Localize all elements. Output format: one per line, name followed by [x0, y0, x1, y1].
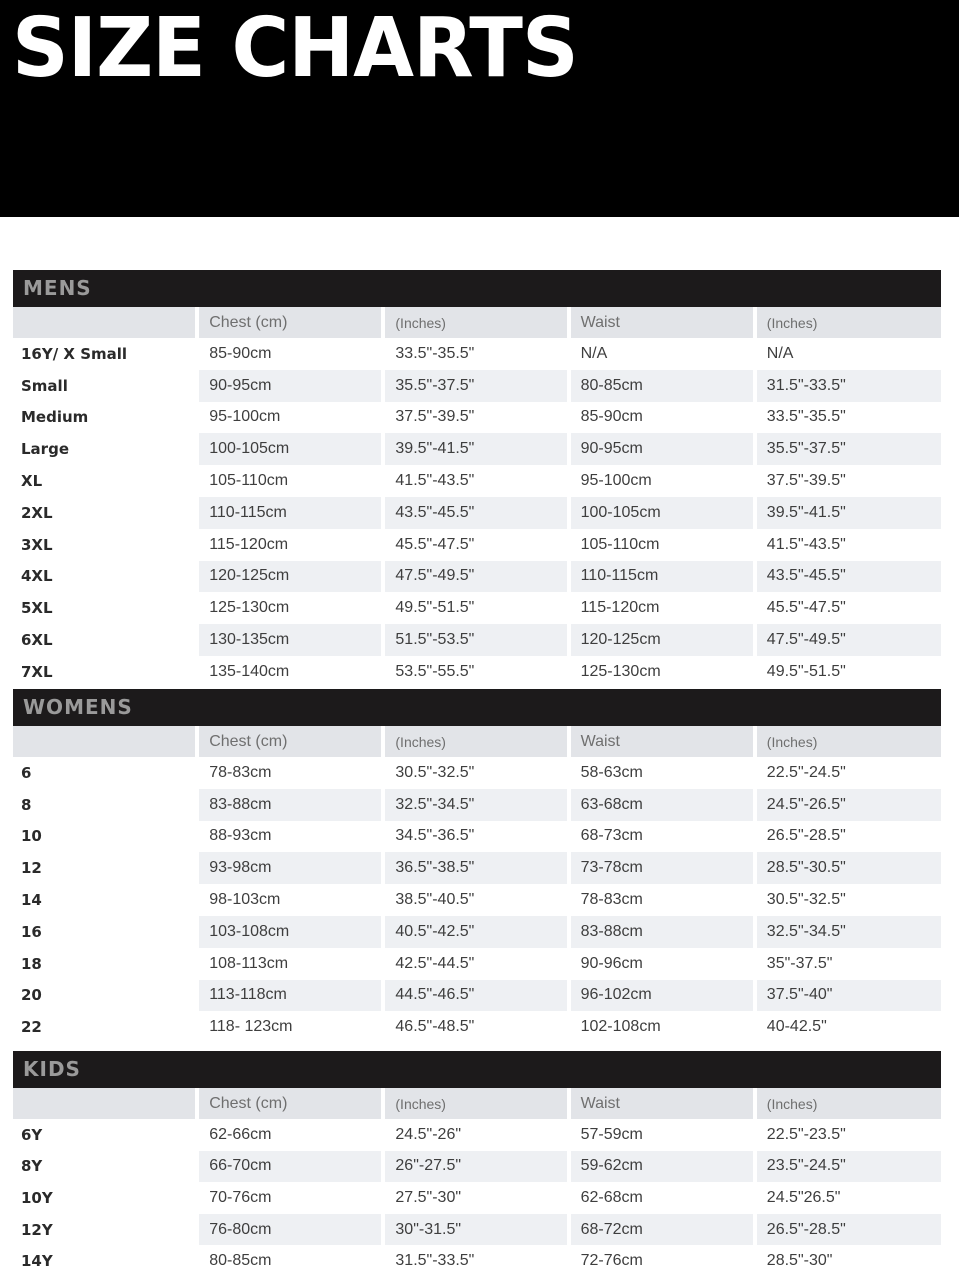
size-label: 12	[13, 852, 195, 884]
waist-cm-cell: N/A	[580, 344, 608, 362]
size-column-header	[13, 726, 195, 757]
size-label: 8	[13, 789, 195, 821]
waist-cm-cell: 90-95cm	[571, 433, 753, 465]
kids-section-header: KIDS	[13, 1051, 941, 1088]
size-label: 20	[13, 980, 195, 1012]
table-row	[13, 656, 941, 688]
chest-inches-cell: 44.5"-46.5"	[385, 980, 566, 1012]
waist-column-header: Waist	[571, 1088, 753, 1119]
chest-cm-cell: 88-93cm	[209, 827, 272, 845]
waist-inches-cell: 32.5"-34.5"	[757, 916, 941, 948]
table-row	[13, 821, 941, 853]
waist-inches-cell: 22.5"-23.5"	[766, 1125, 846, 1143]
waist-cm-cell: 78-83cm	[580, 891, 643, 909]
waist-inches-cell: 35"-37.5"	[766, 954, 833, 972]
size-label: Large	[13, 433, 195, 465]
waist-cm-cell: 83-88cm	[571, 916, 753, 948]
table-row	[13, 624, 941, 656]
table-row	[13, 1119, 941, 1151]
waist-inches-cell: 49.5"-51.5"	[766, 662, 846, 680]
waist-cm-cell: 125-130cm	[580, 662, 661, 680]
chest-inches-cell: 43.5"-45.5"	[385, 497, 566, 529]
table-row	[13, 529, 941, 561]
chest-inches-cell: 37.5"-39.5"	[395, 408, 475, 426]
table-row	[13, 370, 941, 402]
waist-cm-cell: 95-100cm	[580, 472, 652, 490]
waist-inches-cell: 39.5"-41.5"	[757, 497, 941, 529]
waist-cm-cell: 59-62cm	[571, 1151, 753, 1183]
chest-inches-cell: 27.5"-30"	[395, 1188, 462, 1206]
chest-inches-cell: 38.5"-40.5"	[395, 891, 475, 909]
size-label: 14Y	[21, 1252, 53, 1271]
size-label: XL	[21, 472, 43, 491]
size-label: 4XL	[13, 561, 195, 593]
table-row	[13, 338, 941, 370]
size-column-header	[13, 1088, 195, 1119]
table-row	[13, 433, 941, 465]
waist-inches-cell: 24.5"-26.5"	[757, 789, 941, 821]
chest-cm-cell: 70-76cm	[209, 1188, 272, 1206]
chest-cm-cell: 95-100cm	[209, 408, 281, 426]
chest-inches-cell: 24.5"-26"	[395, 1125, 462, 1143]
chest-cm-cell: 115-120cm	[209, 535, 289, 553]
mens-section-header: MENS	[13, 270, 941, 307]
size-label: 3XL	[21, 535, 53, 554]
table-row	[13, 916, 941, 948]
chest-inches-cell: 46.5"-48.5"	[395, 1018, 475, 1036]
table-row	[13, 884, 941, 916]
size-label: 2XL	[13, 497, 195, 529]
chest-cm-cell: 118- 123cm	[209, 1018, 293, 1036]
waist-cm-cell: 63-68cm	[571, 789, 753, 821]
waist-inches-column-header: (Inches)	[757, 726, 941, 757]
size-label: 6XL	[13, 624, 195, 656]
size-label: 12Y	[13, 1214, 195, 1246]
waist-cm-cell: 68-73cm	[580, 827, 643, 845]
chest-inches-column-header: (Inches)	[385, 307, 566, 338]
waist-inches-cell: 37.5"-40"	[757, 980, 941, 1012]
title-banner	[0, 0, 959, 217]
waist-inches-cell: 47.5"-49.5"	[757, 624, 941, 656]
column-header-row	[13, 1088, 941, 1119]
waist-cm-cell: 110-115cm	[571, 561, 753, 593]
chest-cm-cell: 110-115cm	[199, 497, 381, 529]
table-row	[13, 1151, 941, 1183]
chest-cm-cell: 105-110cm	[209, 472, 289, 490]
size-label: Medium	[21, 408, 89, 427]
chest-inches-cell: 53.5"-55.5"	[395, 662, 475, 680]
waist-inches-cell: 23.5"-24.5"	[757, 1151, 941, 1183]
chest-inches-cell: 33.5"-35.5"	[395, 344, 475, 362]
table-row	[13, 402, 941, 434]
waist-inches-column-header: (Inches)	[757, 1088, 941, 1119]
chest-column-header: Chest (cm)	[199, 307, 381, 338]
chest-inches-cell: 30.5"-32.5"	[395, 763, 475, 781]
chest-cm-cell: 120-125cm	[199, 561, 381, 593]
size-label: 22	[21, 1018, 42, 1037]
chest-cm-cell: 93-98cm	[199, 852, 381, 884]
chest-inches-cell: 26"-27.5"	[385, 1151, 566, 1183]
chest-cm-cell: 108-113cm	[209, 954, 289, 972]
table-row	[13, 1182, 941, 1214]
waist-inches-cell: 22.5"-24.5"	[766, 763, 846, 781]
size-label: 10Y	[21, 1188, 53, 1207]
mens-size-table	[13, 270, 941, 688]
womens-size-table	[13, 689, 941, 1043]
chest-cm-cell: 113-118cm	[199, 980, 381, 1012]
waist-inches-column-header: (Inches)	[757, 307, 941, 338]
table-row	[13, 789, 941, 821]
chest-inches-cell: 35.5"-37.5"	[385, 370, 566, 402]
chest-cm-cell: 66-70cm	[199, 1151, 381, 1183]
waist-cm-cell: 80-85cm	[571, 370, 753, 402]
size-label: 5XL	[21, 599, 53, 618]
chest-inches-cell: 31.5"-33.5"	[395, 1252, 475, 1270]
chest-cm-cell: 78-83cm	[209, 763, 272, 781]
waist-cm-cell: 105-110cm	[580, 535, 660, 553]
waist-cm-cell: 102-108cm	[580, 1018, 661, 1036]
waist-inches-cell: 35.5"-37.5"	[757, 433, 941, 465]
chest-inches-cell: 49.5"-51.5"	[395, 599, 475, 617]
table-row	[13, 465, 941, 497]
chest-cm-cell: 125-130cm	[209, 599, 290, 617]
chest-cm-cell: 85-90cm	[209, 344, 272, 362]
chest-cm-cell: 83-88cm	[199, 789, 381, 821]
chest-cm-cell: 62-66cm	[209, 1125, 272, 1143]
table-row	[13, 980, 941, 1012]
waist-inches-cell: 41.5"-43.5"	[766, 535, 846, 553]
chest-inches-cell: 30"-31.5"	[385, 1214, 566, 1246]
waist-cm-cell: 58-63cm	[580, 763, 643, 781]
chest-inches-cell: 45.5"-47.5"	[395, 535, 475, 553]
size-column-header	[13, 307, 195, 338]
waist-cm-cell: 62-68cm	[580, 1188, 643, 1206]
waist-cm-cell: 72-76cm	[580, 1252, 643, 1270]
chest-inches-cell: 40.5"-42.5"	[385, 916, 566, 948]
waist-inches-cell: 37.5"-39.5"	[766, 472, 846, 490]
size-label: 18	[21, 954, 42, 973]
waist-inches-cell: 43.5"-45.5"	[757, 561, 941, 593]
waist-column-header: Waist	[571, 726, 753, 757]
chest-cm-cell: 90-95cm	[199, 370, 381, 402]
chest-column-header: Chest (cm)	[199, 1088, 381, 1119]
waist-inches-cell: 28.5"-30"	[766, 1252, 833, 1270]
chest-cm-cell: 80-85cm	[209, 1252, 272, 1270]
table-row	[13, 592, 941, 624]
chest-inches-cell: 36.5"-38.5"	[385, 852, 566, 884]
chest-inches-cell: 41.5"-43.5"	[395, 472, 475, 490]
size-label: 16Y/ X Small	[21, 344, 128, 363]
waist-cm-cell: 96-102cm	[571, 980, 753, 1012]
waist-inches-cell: N/A	[766, 344, 794, 362]
table-row	[13, 1245, 941, 1277]
size-label: Small	[13, 370, 195, 402]
column-header-row	[13, 726, 941, 757]
table-row	[13, 948, 941, 980]
waist-inches-cell: 24.5"26.5"	[766, 1188, 841, 1206]
waist-inches-cell: 26.5"-28.5"	[757, 1214, 941, 1246]
waist-cm-cell: 68-72cm	[571, 1214, 753, 1246]
waist-cm-cell: 85-90cm	[580, 408, 643, 426]
page-title: SIZE CHARTS	[12, 1, 578, 96]
waist-inches-cell: 33.5"-35.5"	[766, 408, 846, 426]
size-label: 14	[21, 891, 42, 910]
size-label: 6Y	[21, 1125, 43, 1144]
waist-inches-cell: 45.5"-47.5"	[766, 599, 846, 617]
chest-inches-cell: 51.5"-53.5"	[385, 624, 566, 656]
chest-cm-cell: 103-108cm	[199, 916, 381, 948]
waist-inches-cell: 30.5"-32.5"	[766, 891, 846, 909]
table-row	[13, 1011, 941, 1043]
waist-inches-cell: 28.5"-30.5"	[757, 852, 941, 884]
chest-inches-cell: 42.5"-44.5"	[395, 954, 475, 972]
table-row	[13, 1214, 941, 1246]
chest-cm-cell: 100-105cm	[199, 433, 381, 465]
chest-cm-cell: 76-80cm	[199, 1214, 381, 1246]
table-row	[13, 852, 941, 884]
column-header-row	[13, 307, 941, 338]
chest-inches-cell: 34.5"-36.5"	[395, 827, 475, 845]
table-row	[13, 561, 941, 593]
waist-cm-cell: 57-59cm	[580, 1125, 643, 1143]
chest-inches-column-header: (Inches)	[385, 1088, 566, 1119]
size-label: 10	[21, 827, 42, 846]
chest-cm-cell: 130-135cm	[199, 624, 381, 656]
waist-cm-cell: 73-78cm	[571, 852, 753, 884]
waist-inches-cell: 26.5"-28.5"	[766, 827, 846, 845]
waist-inches-cell: 31.5"-33.5"	[757, 370, 941, 402]
waist-cm-cell: 115-120cm	[580, 599, 660, 617]
chest-inches-column-header: (Inches)	[385, 726, 566, 757]
waist-cm-cell: 90-96cm	[580, 954, 643, 972]
chest-cm-cell: 135-140cm	[209, 662, 290, 680]
waist-cm-cell: 120-125cm	[571, 624, 753, 656]
chest-cm-cell: 98-103cm	[209, 891, 281, 909]
size-label: 6	[21, 763, 32, 782]
chest-inches-cell: 32.5"-34.5"	[385, 789, 566, 821]
table-row	[13, 497, 941, 529]
waist-cm-cell: 100-105cm	[571, 497, 753, 529]
womens-section-header: WOMENS	[13, 689, 941, 726]
waist-column-header: Waist	[571, 307, 753, 338]
size-label: 8Y	[13, 1151, 195, 1183]
waist-inches-cell: 40-42.5"	[766, 1018, 827, 1036]
chest-inches-cell: 39.5"-41.5"	[385, 433, 566, 465]
chest-column-header: Chest (cm)	[199, 726, 381, 757]
kids-size-table	[13, 1051, 941, 1277]
size-label: 7XL	[21, 662, 53, 681]
chest-inches-cell: 47.5"-49.5"	[385, 561, 566, 593]
table-row	[13, 757, 941, 789]
size-label: 16	[13, 916, 195, 948]
